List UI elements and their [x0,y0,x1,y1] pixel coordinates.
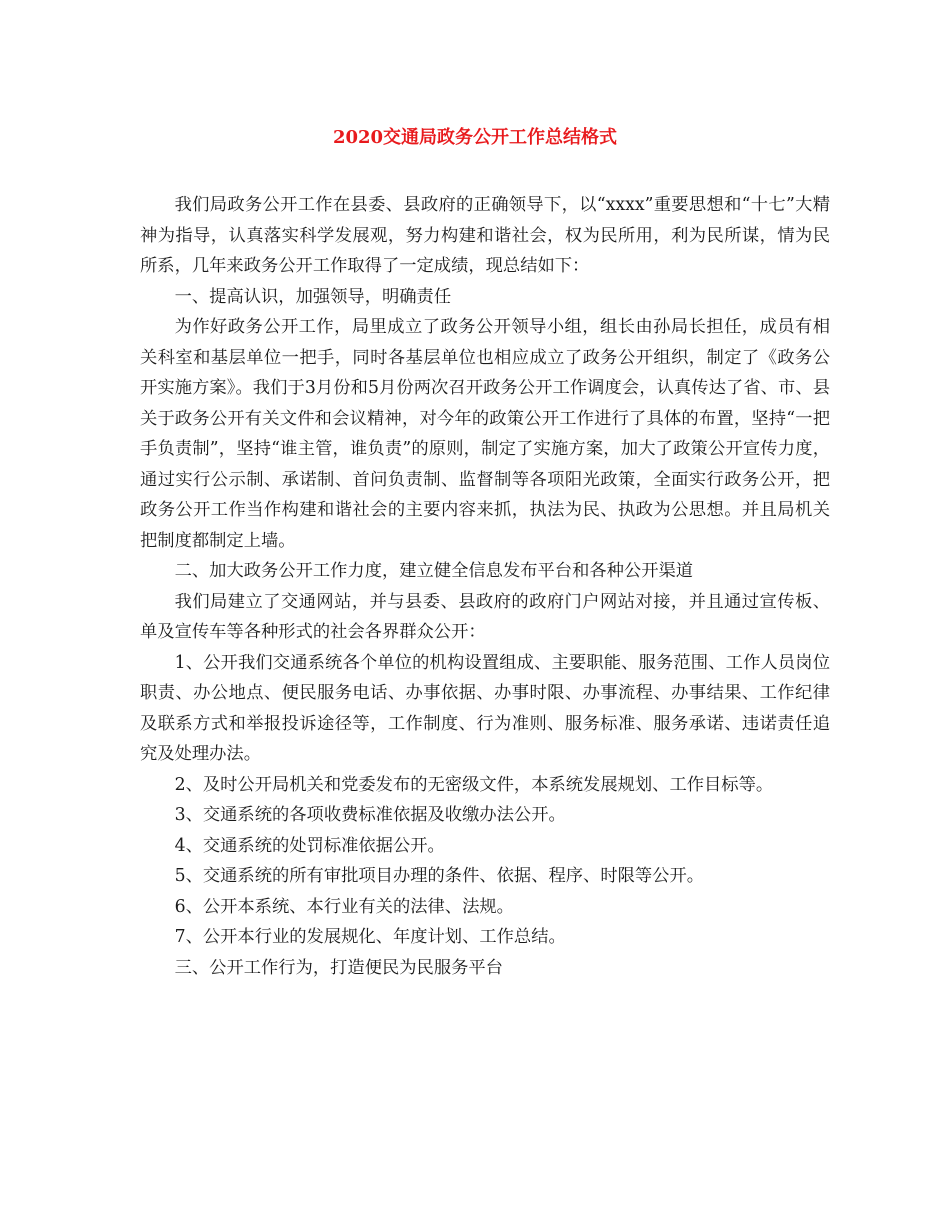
document-body [140,190,830,983]
section-heading-2: 二、加大政务公开工作力度，建立健全信息发布平台和各种公开渠道 [174,561,694,581]
section-1-paragraph: 为作好政务公开工作，局里成立了政务公开领导小组，组长由孙局长担任，成员有相关科室和基层单位一把手，同时各基层单位也相应成立了政务公开组织，制定了《政务公开实施方案》。我们于3月份和5月份两次召开政务公开工作调度会，认真传达了省、市、县关于政务公开有关文件和会议精神，对今年的政策公开工作进行了具体的布置，坚持“一把手负责制”，坚持“谁主管，谁负责”的原则，制定了实施方案，加大了政策公开宣传力度，通过实行公示制、承诺制、首问负责制、监督制等各项阳光政策，全面实行政务公开，把政务公开工作当作构建和谐社会的主要内容来抓，执法为民、执政为公思想。并且局机关把制度都制定上墙。 [140,317,830,551]
list-item-2: 2、及时公开局机关和党委发布的无密级文件，本系统发展规划、工作目标等。 [174,774,774,795]
section-heading-3: 三、公开工作行为，打造便民为民服务平台 [174,957,503,978]
section-2-paragraph: 我们局建立了交通网站，并与县委、县政府的政府门户网站对接，并且通过宣传板、单及宣传车等各种形式的社会各界群众公开： [140,591,830,642]
list-item-4: 4、交通系统的处罚标准依据公开。 [174,835,445,856]
intro-paragraph: 我们局政务公开工作在县委、县政府的正确领导下，以“xxxx”重要思想和“十七”大精神为指导，认真落实科学发展观，努力构建和谐社会，权为民所用，利为民所谋，情为民所系，几年来政务公开工作取得了一定成绩，现总结如下： [140,195,830,276]
document-title: 2020交通局政务公开工作总结格式 [332,127,618,148]
list-item-1: 1、公开我们交通系统各个单位的机构设置组成、主要职能、服务范围、工作人员岗位职责、办公地点、便民服务电话、办事依据、办事时限、办事流程、办事结果、工作纪律及联系方式和举报投诉途径等，工作制度、行为准则、服务标准、服务承诺、违诺责任追究及处理办法。 [140,652,830,764]
list-item-7: 7、公开本行业的发展规化、年度计划、工作总结。 [174,927,566,947]
list-item-3: 3、交通系统的各项收费标准依据及收缴办法公开。 [174,805,566,825]
section-heading-1: 一、提高认识，加强领导，明确责任 [174,286,452,307]
list-item-5: 5、交通系统的所有审批项目办理的条件、依据、程序、时限等公开。 [174,866,705,886]
list-item-6: 6、公开本系统、本行业有关的法律、法规。 [174,896,514,917]
